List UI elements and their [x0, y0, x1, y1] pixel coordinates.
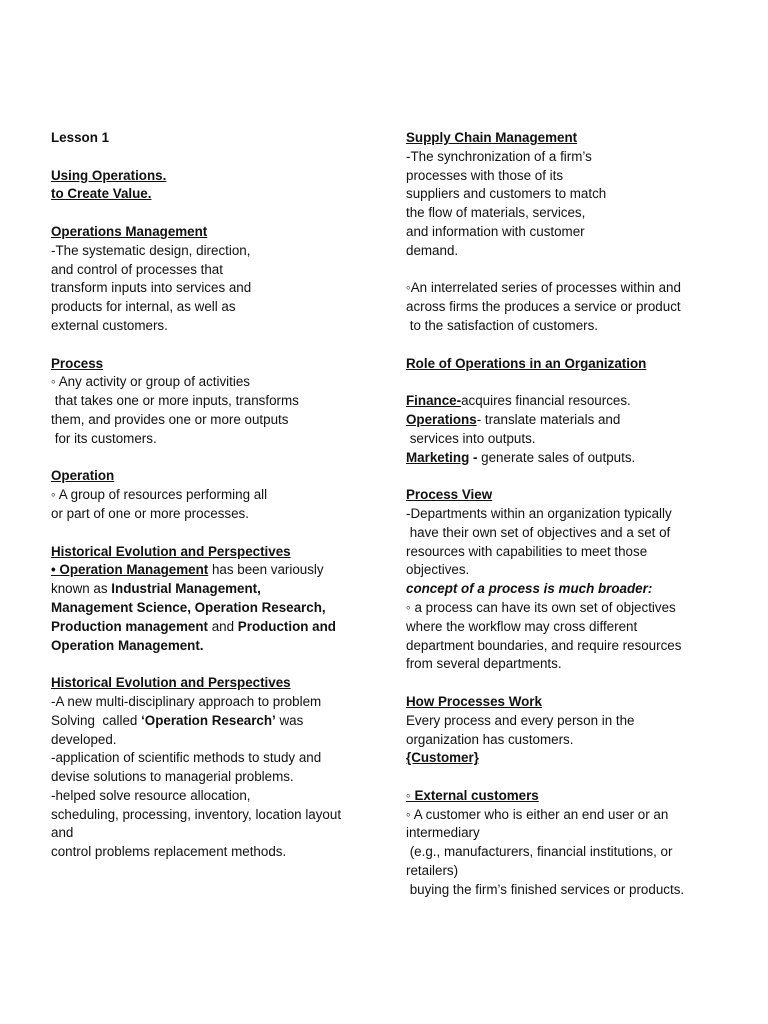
bold-term: Production and [237, 618, 336, 634]
emphasis-line: concept of a process is much broader: [406, 581, 653, 597]
body-line: -helped solve resource allocation, [51, 787, 251, 803]
body-line: organization has customers. [406, 731, 574, 747]
body-line: resources with capabilities to meet those [406, 543, 648, 559]
body-line: -The systematic design, direction, [51, 242, 251, 258]
section-supply-chain-2 [406, 279, 706, 335]
section-process [51, 355, 361, 449]
body-line: scheduling, processing, inventory, location layout [51, 806, 342, 822]
body-line [51, 561, 361, 580]
body-line: that takes one or more inputs, transforms [51, 393, 299, 409]
body-line: have their own set of objectives and a set of [406, 524, 671, 540]
body-line: across firms the produces a service or product [406, 299, 681, 315]
body-line: ◦ a process can have its own set of objectives [406, 599, 676, 615]
lesson-label: Lesson 1 [51, 130, 110, 145]
left-column [51, 129, 361, 881]
body-line [51, 580, 361, 599]
section-operations-management [51, 223, 361, 336]
body-line: for its customers. [51, 430, 157, 446]
section-how-processes-work [406, 693, 706, 768]
bold-underlined-term: • Operation Management [51, 562, 209, 578]
text-run: has been variously [208, 562, 324, 578]
section-heading: Role of Operations in an Organization [406, 355, 647, 371]
body-line: ◦ A customer who is either an end user or an [406, 806, 669, 822]
section-heading: Process View [406, 487, 493, 503]
section-heading: Historical Evolution and Perspectives [51, 543, 291, 559]
section-heading: ◦ External customers [406, 787, 539, 803]
body-line: department boundaries, and require resources [406, 637, 682, 653]
title-line-2: to Create Value. [51, 186, 152, 202]
body-line: and information with customer [406, 223, 585, 239]
body-line: -A new multi-disciplinary approach to problem [51, 693, 322, 709]
body-line: control problems replacement methods. [51, 844, 287, 860]
section-historical-evolution-1 [51, 543, 361, 656]
body-line: Management Science, Operation Research, [51, 599, 326, 615]
section-supply-chain [406, 129, 706, 261]
text-run: acquires financial resources. [461, 393, 631, 409]
body-line: (e.g., manufacturers, financial institutions, or [406, 844, 673, 860]
bold-underlined-term: Marketing [406, 449, 470, 465]
body-line: buying the firm’s finished services or products. [406, 881, 685, 897]
body-line: demand. [406, 242, 459, 258]
body-line: services into outputs. [406, 430, 536, 446]
body-line [51, 618, 361, 637]
section-heading: Operation [51, 468, 115, 484]
body-line: and control of processes that [51, 261, 223, 277]
body-line: products for internal, as well as [51, 299, 236, 315]
section-external-customers [406, 787, 706, 900]
section-role-heading [406, 355, 706, 374]
body-line: -application of scientific methods to study and [51, 750, 322, 766]
section-heading: Historical Evolution and Perspectives [51, 675, 291, 691]
section-operation [51, 467, 361, 523]
section-role [406, 392, 706, 467]
body-line: Operation Management. [51, 637, 204, 653]
bold-term: Industrial Management, [111, 581, 261, 597]
body-line: developed. [51, 731, 117, 747]
customer-label: {Customer} [406, 750, 479, 766]
body-line [406, 392, 706, 411]
body-line: intermediary [406, 825, 480, 841]
body-line: ◦An interrelated series of processes within and [406, 280, 681, 296]
section-heading: Supply Chain Management [406, 130, 578, 145]
text-run: known as [51, 581, 112, 597]
bold-underlined-term: Operations [406, 411, 477, 427]
body-line: retailers) [406, 863, 459, 879]
text-run: Solving called [51, 712, 142, 728]
text-run: and [208, 618, 238, 634]
text-run: generate sales of outputs. [477, 449, 636, 465]
title-line-1: Using Operations. [51, 167, 167, 183]
right-column [406, 129, 706, 918]
body-line: suppliers and customers to match [406, 186, 607, 202]
body-line: to the satisfaction of customers. [406, 317, 599, 333]
bold-term: Production management [51, 618, 208, 634]
section-process-view [406, 486, 706, 674]
bold-term: ‘Operation Research’ [141, 712, 276, 728]
body-line: ◦ A group of resources performing all [51, 487, 268, 503]
body-line: devise solutions to managerial problems. [51, 769, 294, 785]
bold-term: - [469, 449, 478, 465]
body-line: external customers. [51, 317, 168, 333]
body-line: the flow of materials, services, [406, 205, 586, 221]
body-line: -Departments within an organization typically [406, 505, 672, 521]
section-heading: How Processes Work [406, 693, 542, 709]
section-historical-evolution-2 [51, 674, 361, 862]
section-heading: Operations Management [51, 223, 208, 239]
body-line: processes with those of its [406, 167, 564, 183]
body-line: transform inputs into services and [51, 280, 252, 296]
body-line: Every process and every person in the [406, 712, 635, 728]
body-line [406, 411, 706, 430]
section-heading: Process [51, 355, 104, 371]
body-line [406, 449, 706, 468]
body-line: from several departments. [406, 656, 562, 672]
body-line: -The synchronization of a firm’s [406, 148, 592, 164]
body-line: where the workflow may cross different [406, 618, 638, 634]
body-line: or part of one or more processes. [51, 505, 249, 521]
text-run: was [275, 712, 304, 728]
bold-underlined-term: Finance- [406, 393, 462, 409]
body-line [51, 712, 361, 731]
text-run: - translate materials and [476, 411, 621, 427]
body-line: and [51, 825, 74, 841]
body-line: them, and provides one or more outputs [51, 411, 289, 427]
body-line: objectives. [406, 562, 470, 578]
body-line: ◦ Any activity or group of activities [51, 374, 250, 390]
